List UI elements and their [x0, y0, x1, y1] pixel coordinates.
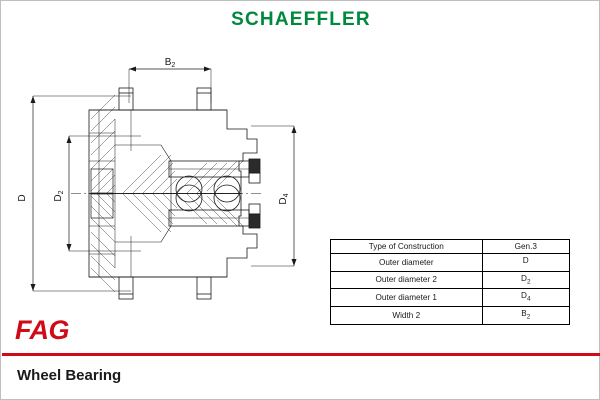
spec-value: Gen.3 [482, 240, 569, 254]
stud-top-left [119, 88, 133, 110]
table-row [331, 240, 570, 254]
label-d2: $D_2$ [53, 190, 65, 202]
table-row [331, 271, 570, 289]
spec-value: $D_4$ [482, 289, 569, 307]
spec-value: $B_2$ [482, 306, 569, 324]
cross-section-svg [11, 41, 351, 321]
hub-body-lower [89, 194, 257, 278]
stud-bottom-right [197, 277, 211, 299]
spec-label: Outer diameter 1 [331, 289, 483, 307]
table-row [331, 306, 570, 324]
spec-value: D [482, 254, 569, 272]
label-b2: $B_2$ [164, 57, 176, 69]
spec-value: $D_2$ [482, 271, 569, 289]
schaeffler-logo: SCHAEFFLER [231, 9, 371, 30]
dimension-b2 [129, 67, 211, 104]
spec-label: Outer diameter [331, 254, 483, 272]
specification-table [330, 239, 570, 325]
wheel-bearing-drawing [11, 41, 351, 321]
label-d: D [17, 194, 28, 202]
spec-label: Type of Construction [331, 240, 483, 254]
fag-logo: FAG [15, 315, 70, 345]
footer-title: Wheel Bearing [17, 367, 122, 384]
table-row [331, 289, 570, 307]
stud-bottom-left [119, 277, 133, 299]
spec-label: Outer diameter 2 [331, 271, 483, 289]
spec-label: Width 2 [331, 306, 483, 324]
footer-divider [2, 353, 600, 356]
label-d4: $D_4$ [278, 193, 290, 205]
table-row [331, 254, 570, 272]
hub-body-upper [89, 110, 257, 194]
stud-top-right [197, 88, 211, 110]
